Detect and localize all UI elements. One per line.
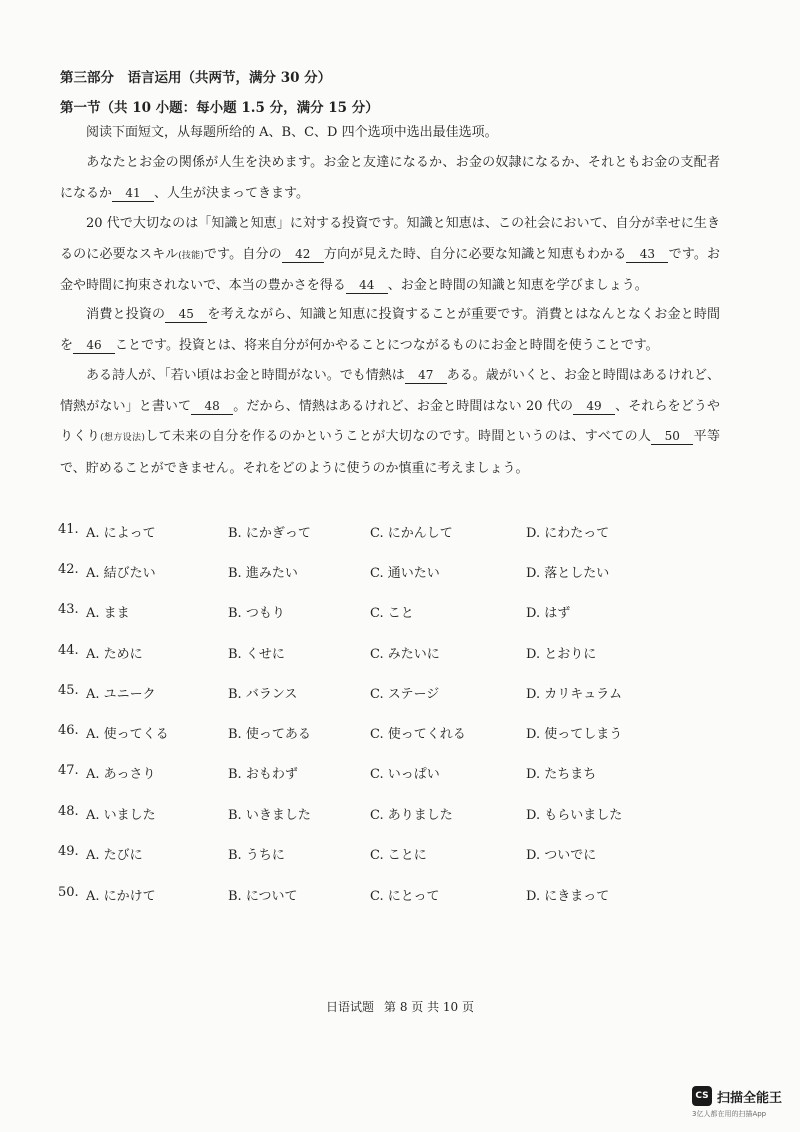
option-a: A. いました — [86, 808, 156, 823]
blank-47: 47 — [405, 367, 447, 384]
watermark-title: 扫描全能王 — [717, 1091, 783, 1106]
option-d: D. とおりに — [526, 647, 597, 662]
option-a: A. にかけて — [86, 889, 156, 904]
option-c: C. 通いたい — [370, 566, 440, 581]
option-b: B. について — [228, 889, 298, 904]
option-c: C. ことに — [370, 848, 427, 863]
option-d: D. ついでに — [526, 848, 597, 863]
question-44: 44. A. ために B. くせに C. みたいに D. とおりに — [58, 643, 597, 662]
option-b: B. 使ってある — [228, 727, 311, 742]
blank-41: 41 — [112, 185, 154, 202]
option-a: A. ために — [86, 647, 143, 662]
option-b: B. うちに — [228, 848, 285, 863]
section-subtitle: 第一节（共 10 小题：每小题 1.5 分，满分 15 分） — [60, 100, 379, 116]
passage-paragraph-1: あなたとお金の関係が人生を決めます。お金と友達になるか、お金の奴隷になるか、それともお金の支配者になるか 41 、人生が決まってきます。 — [60, 155, 720, 201]
option-a: A. あっさり — [86, 767, 156, 782]
option-c: C. ステージ — [370, 687, 440, 702]
blank-43: 43 — [626, 246, 668, 263]
question-46: 46. A. 使ってくる B. 使ってある C. 使ってくれる D. 使ってしまう — [58, 723, 623, 742]
option-c: C. ありました — [370, 808, 453, 823]
blank-49: 49 — [573, 398, 615, 415]
blank-46: 46 — [73, 337, 115, 354]
option-b: B. いきました — [228, 808, 311, 823]
option-d: D. たちまち — [526, 767, 597, 782]
option-d: D. はず — [526, 606, 571, 621]
option-c: C. いっぱい — [370, 767, 440, 782]
option-d: D. カリキュラム — [526, 687, 623, 702]
watermark-subtitle: 3亿人都在用的扫描App — [692, 1110, 767, 1118]
question-43: 43. A. まま B. つもり C. こと D. はず — [58, 602, 571, 621]
blank-42: 42 — [282, 246, 324, 263]
question-50: 50. A. にかけて B. について C. にとって D. にきまって — [58, 885, 610, 904]
option-a: A. によって — [86, 526, 156, 541]
question-45: 45. A. ユニーク B. バランス C. ステージ D. カリキュラム — [58, 683, 623, 702]
option-c: C. 使ってくれる — [370, 727, 466, 742]
option-a: A. まま — [86, 606, 130, 621]
option-b: B. おもわず — [228, 767, 298, 782]
option-b: B. バランス — [228, 687, 298, 702]
question-48: 48. A. いました B. いきました C. ありました D. もらいました — [58, 804, 623, 823]
option-c: C. にとって — [370, 889, 440, 904]
option-d: D. にわたって — [526, 526, 610, 541]
footer-page-number: 第 8 页 共 10 页 — [384, 1000, 474, 1014]
scanner-watermark — [692, 1086, 792, 1126]
option-b: B. 進みたい — [228, 566, 298, 581]
option-c: C. みたいに — [370, 647, 440, 662]
option-b: B. つもり — [228, 606, 285, 621]
option-d: D. 落としたい — [526, 566, 610, 581]
blank-50: 50 — [651, 428, 693, 445]
option-b: B. にかぎって — [228, 526, 311, 541]
blank-44: 44 — [346, 277, 388, 294]
option-a: A. 結びたい — [86, 566, 156, 581]
blank-48: 48 — [191, 398, 233, 415]
option-d: D. 使ってしまう — [526, 727, 623, 742]
option-b: B. くせに — [228, 647, 285, 662]
option-a: A. 使ってくる — [86, 727, 169, 742]
instruction: 阅读下面短文，从每题所给的 A、B、C、D 四个选项中选出最佳选项。 — [86, 125, 498, 140]
passage-paragraph-4: ある詩人が、「若い頃はお金と時間がない。でも情熱は 47 ある。歳がいくと、お金と時間はあるけれど、情熱がない」と書いて 48 。だから、情熱はあるけれど、お金と時間はない 20 代の 49 、それらをどうやりくり(想方设法)して未来の自分を作るのかということが大切なのです。時間というのは、すべての人 50 平等で、貯めることができません。それをどのように使うのか慎重に考えましょう。 — [60, 368, 720, 476]
option-c: C. にかんして — [370, 526, 453, 541]
footer-subject: 日语试题 — [326, 1000, 375, 1014]
camscanner-logo-icon: CS — [692, 1086, 712, 1106]
option-d: D. もらいました — [526, 808, 623, 823]
question-41: 41. A. によって B. にかぎって C. にかんして D. にわたって — [58, 522, 610, 541]
page-footer — [0, 998, 800, 1015]
option-a: A. ユニーク — [86, 687, 156, 702]
option-a: A. たびに — [86, 848, 143, 863]
option-d: D. にきまって — [526, 889, 610, 904]
section-title: 第三部分 语言运用（共两节，满分 30 分） — [60, 70, 332, 86]
blank-45: 45 — [165, 306, 207, 323]
option-c: C. こと — [370, 606, 414, 621]
question-47: 47. A. あっさり B. おもわず C. いっぱい D. たちまち — [58, 763, 597, 782]
passage-paragraph-2: 20 代で大切なのは「知識と知恵」に対する投資です。知識と知恵は、この社会において、自分が幸せに生きるのに必要なスキル(技能)です。自分の 42 方向が見えた時、自分に必要な知識と知恵もわかる 43 です。お金や時間に拘束されないで、本当の豊かさを得る 44 、お金と時間の知識と知恵を学びましょう。 — [60, 216, 721, 293]
passage-paragraph-3: 消費と投資の 45 を考えながら、知識と知恵に投資することが重要です。消費とはなんとなくお金と時間を 46 ことです。投資とは、将来自分が何かやることにつながるものにお金と時間を使うことです。 — [60, 307, 720, 353]
question-42: 42. A. 結びたい B. 進みたい C. 通いたい D. 落としたい — [58, 562, 610, 581]
question-49: 49. A. たびに B. うちに C. ことに D. ついでに — [58, 844, 597, 863]
